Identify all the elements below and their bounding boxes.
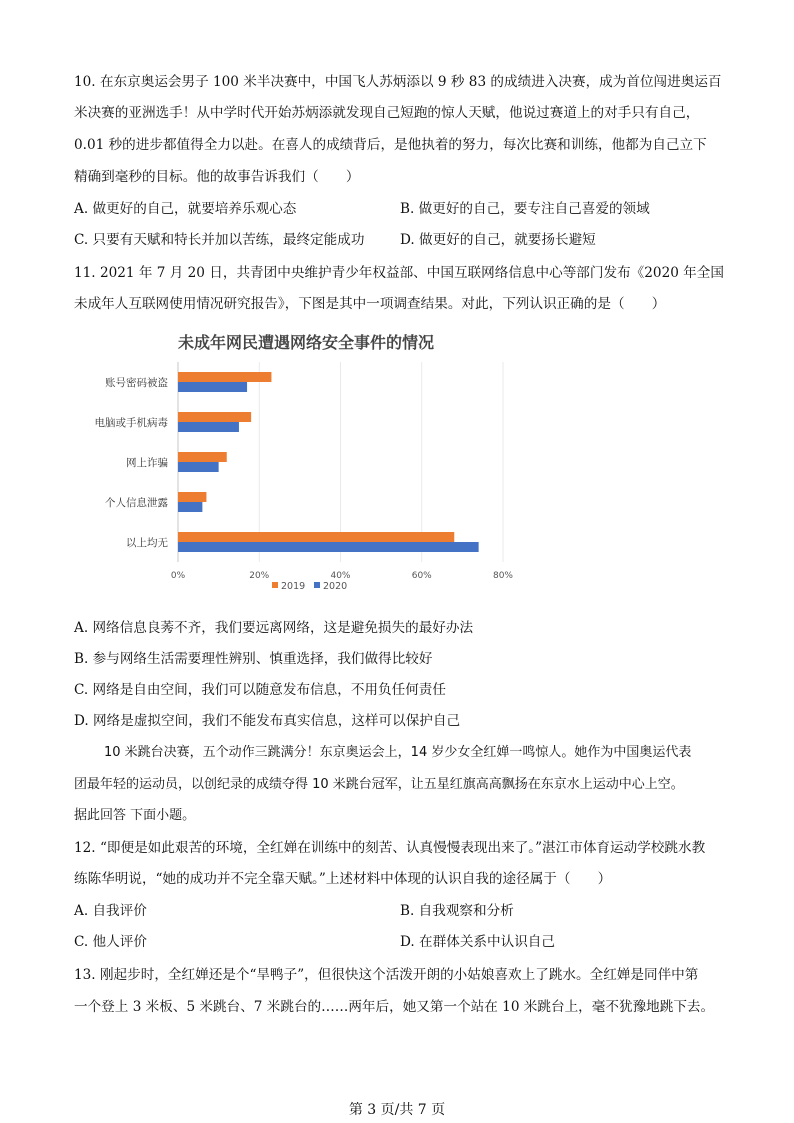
bar-2020 — [178, 382, 247, 392]
legend-swatch — [272, 582, 278, 588]
q10-option-c[interactable]: C. 只要有天赋和特长并加以苦练，最终定能成功 — [74, 232, 365, 248]
page-footer: 第 3 页/共 7 页 — [348, 1102, 446, 1118]
q10-option-b[interactable]: B. 做更好的自己，要专注自己喜爱的领域 — [400, 201, 650, 217]
q12-option-c[interactable]: C. 他人评价 — [74, 934, 147, 950]
passage-line: 10 米跳台决赛，五个动作三跳满分！东京奥运会上，14 岁少女全红婵一鸣惊人。她作为中国奥运代表 — [104, 745, 692, 760]
q12-option-d[interactable]: D. 在群体关系中认识自己 — [400, 934, 555, 950]
q12-option-a[interactable]: A. 自我评价 — [74, 903, 147, 919]
q11-option-b[interactable]: B. 参与网络生活需要理性辨别、慎重选择，我们做得比较好 — [74, 651, 433, 667]
q10-text-line: 米决赛的亚洲选手！从中学时代开始苏炳添就发现自己短跑的惊人天赋，他说过赛道上的对手只有自己， — [74, 105, 700, 121]
bar-2020 — [178, 542, 479, 552]
category-label: 以上均无 — [126, 537, 168, 549]
x-tick-label: 20% — [249, 571, 270, 581]
q10-text-line: 10. 在东京奥运会男子 100 米半决赛中，中国飞人苏炳添以 9 秒 83 的成绩进入决赛，成为首位闯进奥运百 — [74, 74, 722, 90]
bar-2019 — [178, 372, 271, 382]
category-label: 账号密码被盗 — [105, 377, 168, 389]
bar-2020 — [178, 462, 219, 472]
q13-text-line: 一个登上 3 米板、5 米跳台、7 米跳台的……两年后，她又第一个站在 10 米跳台上，毫不犹豫地跳下去。 — [74, 999, 715, 1015]
legend-label: 2020 — [323, 581, 348, 592]
q12-option-b[interactable]: B. 自我观察和分析 — [400, 903, 514, 919]
chart-title: 未成年网民遭遇网络安全事件的情况 — [177, 333, 435, 352]
category-label: 网上诈骗 — [126, 457, 168, 469]
x-tick-label: 40% — [330, 571, 351, 581]
bar-2019 — [178, 452, 227, 462]
category-label: 个人信息泄露 — [105, 497, 168, 509]
bar-2020 — [178, 422, 239, 432]
passage-line: 据此回答 下面小题。 — [74, 808, 196, 823]
legend-label: 2019 — [281, 581, 306, 592]
q12-text-line: 练陈华明说，“她的成功并不完全靠天赋。”上述材料中体现的认识自我的途径属于（ ） — [74, 871, 612, 887]
bar-chart — [0, 318, 794, 608]
q10-option-d[interactable]: D. 做更好的自己，就要扬长避短 — [400, 232, 596, 248]
q11-text-line: 未成年人互联网使用情况研究报告》，下图是其中一项调查结果。对此，下列认识正确的是（ ） — [74, 296, 666, 312]
q11-option-c[interactable]: C. 网络是自由空间，我们可以随意发布信息，不用负任何责任 — [74, 682, 446, 698]
q11-option-a[interactable]: A. 网络信息良莠不齐，我们要远离网络，这是避免损失的最好办法 — [74, 620, 474, 636]
q11-text-line: 11. 2021 年 7 月 20 日，共青团中央维护青少年权益部、中国互联网络信息中心等部门发布《2020 年全国 — [74, 265, 724, 281]
passage-line: 团最年轻的运动员，以创纪录的成绩夺得 10 米跳台冠军，让五星红旗高高飘扬在东京水上运动中心上空。 — [74, 777, 684, 792]
bar-2020 — [178, 502, 202, 512]
legend-swatch — [314, 582, 320, 588]
q12-text-line: 12. “即便是如此艰苦的环境，全红婵在训练中的刻苦、认真慢慢表现出来了。”湛江市体育运动学校跳水教 — [74, 840, 706, 856]
category-label: 电脑或手机病毒 — [94, 417, 168, 429]
bar-2019 — [178, 412, 251, 422]
x-tick-label: 60% — [411, 571, 432, 581]
q13-text-line: 13. 刚起步时，全红婵还是个“旱鸭子”，但很快这个活泼开朗的小姑娘喜欢上了跳水。全红婵是同伴中第 — [74, 967, 699, 983]
bar-2019 — [178, 532, 454, 542]
bar-2019 — [178, 492, 206, 502]
x-tick-label: 0% — [170, 571, 186, 581]
q11-option-d[interactable]: D. 网络是虚拟空间，我们不能发布真实信息，这样可以保护自己 — [74, 713, 461, 729]
q10-option-a[interactable]: A. 做更好的自己，就要培养乐观心态 — [74, 201, 297, 217]
x-tick-label: 80% — [492, 571, 514, 581]
q10-text-line: 精确到毫秒的目标。他的故事告诉我们（ ） — [74, 169, 360, 185]
q10-text-line: 0.01 秒的进步都值得全力以赴。在喜人的成绩背后，是他执着的努力，每次比赛和训练，他都为自己立下 — [74, 137, 707, 153]
